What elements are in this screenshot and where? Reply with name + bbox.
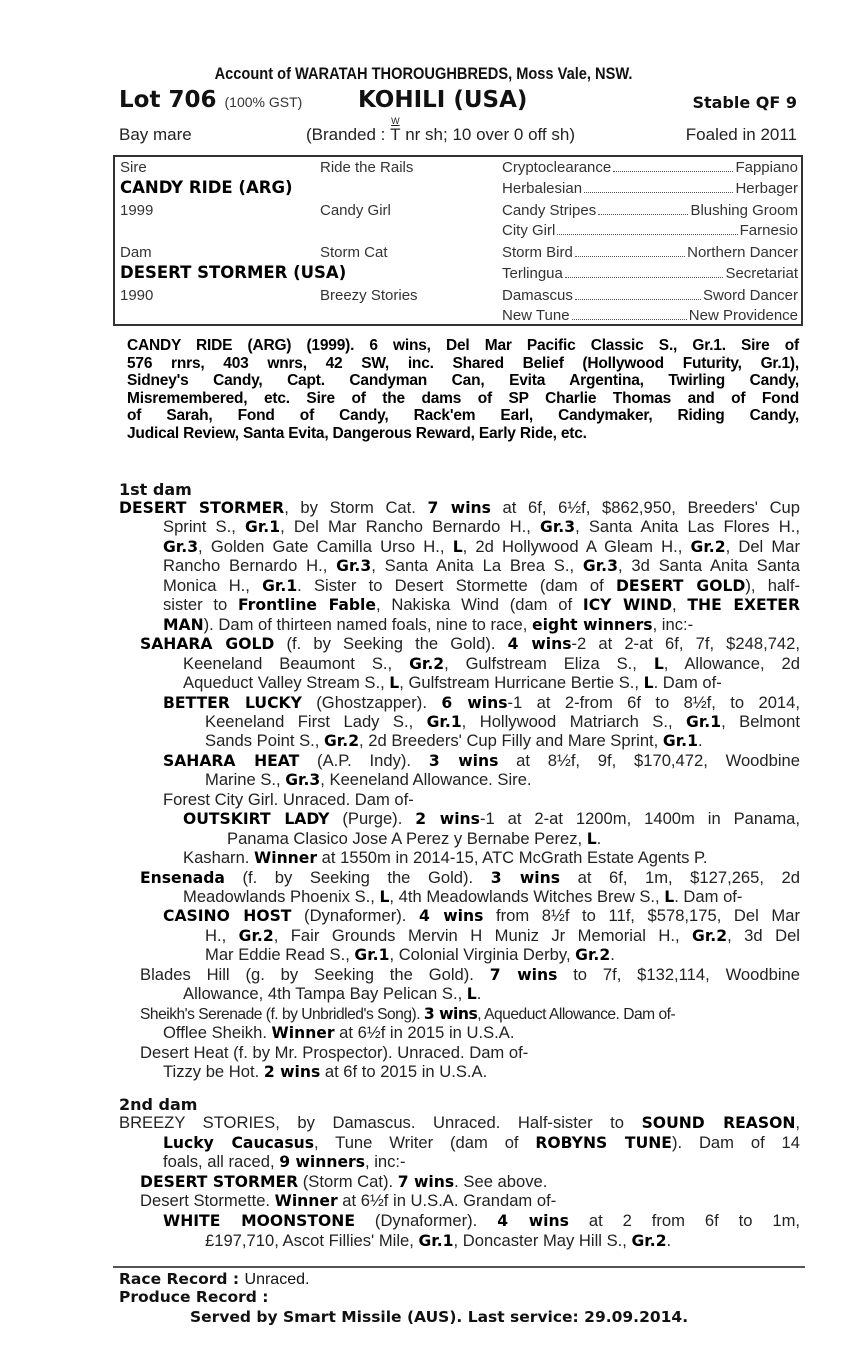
text: Keeneland First Lady S., bbox=[205, 711, 427, 731]
text: , inc:- bbox=[652, 614, 694, 634]
dam-sire: Storm Cat bbox=[320, 244, 388, 261]
bold-text: Gr.2 bbox=[690, 537, 726, 556]
text: H., bbox=[205, 925, 239, 945]
bold-text: L bbox=[586, 829, 597, 848]
text: Offlee Sheikh. bbox=[163, 1023, 272, 1043]
lot-label: Lot 706 bbox=[119, 87, 217, 113]
bold-text: 2 wins bbox=[415, 810, 480, 829]
grandparent-row: Damascus Sword Dancer bbox=[502, 287, 798, 304]
text: at 6f, 1m, $127,265, 2d bbox=[560, 867, 801, 887]
text: Aqueduct Valley Stream S., bbox=[183, 673, 390, 693]
bold-text: Gr.1 bbox=[686, 712, 722, 731]
produce-record-label: Produce Record : bbox=[119, 1288, 269, 1306]
text: (Storm Cat). bbox=[298, 1171, 398, 1191]
pedigree-line bbox=[183, 984, 481, 1004]
sire-label: Sire bbox=[120, 159, 147, 176]
text: , Del Mar Rancho Bernardo H., bbox=[280, 517, 541, 537]
bold-text: THE EXETER bbox=[687, 596, 800, 615]
text: Meadowlands Phoenix S., bbox=[183, 887, 380, 906]
bold-text: 7 wins bbox=[427, 499, 491, 517]
bold-text: 3 wins bbox=[490, 868, 561, 887]
bold-text: Winner bbox=[254, 849, 318, 868]
pedigree-line bbox=[227, 829, 601, 849]
bold-text: Gr.1 bbox=[245, 518, 281, 537]
bold-text: 3 wins bbox=[423, 1004, 478, 1023]
bold-text: DESERT STORMER bbox=[119, 499, 285, 517]
text: (Dynaformer). bbox=[291, 906, 419, 926]
text: Tizzy be Hot. bbox=[163, 1062, 264, 1082]
bold-text: ROBYNS TUNE bbox=[535, 1133, 672, 1152]
text: , bbox=[672, 595, 688, 615]
bold-text: Gr.2 bbox=[631, 1231, 667, 1250]
text: , Golden Gate Camilla Urso H., bbox=[198, 536, 453, 556]
text: to 7f, $132,114, Woodbine bbox=[557, 964, 800, 984]
pedigree-line bbox=[205, 731, 703, 751]
pedigree-line bbox=[163, 1133, 800, 1153]
bold-text: Gr.1 bbox=[662, 732, 698, 751]
text: , Gulfstream Hurricane Bertie S., bbox=[399, 673, 644, 693]
sire-dam: Candy Girl bbox=[320, 202, 391, 219]
bold-text: SOUND REASON bbox=[641, 1114, 796, 1132]
bold-text: eight winners bbox=[532, 615, 653, 634]
foaled-year: Foaled in 2011 bbox=[685, 125, 797, 144]
race-record bbox=[119, 1270, 309, 1289]
bold-text: CASINO HOST bbox=[163, 907, 292, 926]
text: . bbox=[476, 984, 482, 1004]
text: -1 at 2-at 1200m, 1400m in Panama, bbox=[479, 809, 800, 829]
text: , bbox=[795, 1113, 800, 1132]
dam-label: Dam bbox=[120, 244, 152, 261]
bold-text: 2 wins bbox=[263, 1063, 321, 1082]
text: (Ghostzapper). bbox=[301, 692, 442, 712]
bold-text: DESERT STORMER bbox=[140, 1172, 299, 1191]
brand-mark-main: T bbox=[390, 125, 401, 144]
text: Blades Hill (g. by Seeking the Gold). bbox=[140, 964, 490, 984]
bold-text: L bbox=[389, 674, 400, 693]
text: , Aqueduct Allowance. Dam of- bbox=[477, 1005, 676, 1023]
text: , Doncaster May Hill S., bbox=[453, 1230, 632, 1250]
text: . Sister to Desert Stormette (dam of bbox=[297, 575, 616, 595]
pedigree-line bbox=[205, 1231, 671, 1251]
bold-text: Gr.2 bbox=[692, 926, 728, 945]
text: ). Dam of 14 bbox=[671, 1132, 800, 1152]
pedigree-line bbox=[163, 576, 800, 596]
pedigree-line bbox=[183, 887, 742, 907]
grandparent-row: Terlingua Secretariat bbox=[502, 265, 798, 282]
horse-name: KOHILI (USA) bbox=[358, 87, 528, 113]
text: Panama Clasico Jose A Perez y Bernabe Perez, bbox=[227, 828, 587, 848]
text: sister to bbox=[163, 595, 239, 615]
pedigree-line bbox=[163, 790, 414, 810]
sire-year: 1999 bbox=[120, 202, 154, 219]
bold-text: L bbox=[466, 985, 477, 1004]
sire-summary-line: of Sarah, Fond of Candy, Rack'em Earl, Candymaker, Riding Candy, bbox=[127, 407, 799, 425]
text: Rancho Bernardo H., bbox=[163, 556, 337, 576]
bold-text: 4 wins bbox=[507, 635, 572, 654]
text: -2 at 2-at 6f, 7f, $248,742, bbox=[571, 634, 800, 654]
bold-text: 7 wins bbox=[397, 1172, 455, 1191]
text: , by Storm Cat. bbox=[284, 498, 428, 517]
text: Forest City Girl. Unraced. Dam of- bbox=[163, 789, 414, 809]
sire-summary-line: 576 rnrs, 403 wnrs, 42 SW, inc. Shared Belief (Hollywood Futurity, Gr.1), bbox=[127, 354, 799, 372]
text: (Dynaformer). bbox=[355, 1211, 498, 1230]
bold-text: Gr.1 bbox=[262, 576, 298, 595]
text: , 4th Meadowlands Witches Brew S., bbox=[389, 887, 665, 906]
bold-text: 4 wins bbox=[418, 907, 484, 926]
brand-prefix: (Branded : bbox=[306, 125, 391, 144]
text: Monica H., bbox=[163, 575, 263, 595]
bold-text: Frontline Fable bbox=[238, 596, 376, 615]
dam-year: 1990 bbox=[120, 287, 154, 304]
pedigree-line bbox=[163, 1211, 800, 1231]
text: Desert Stormette. bbox=[140, 1191, 275, 1211]
dam-name: DESERT STORMER (USA) bbox=[120, 263, 347, 282]
text: , 2d Breeders' Cup Filly and Mare Sprint, bbox=[359, 731, 663, 751]
pedigree-line bbox=[183, 654, 800, 674]
pedigree-line bbox=[163, 1023, 514, 1043]
pedigree-line bbox=[163, 517, 800, 537]
text: BREEZY STORIES, by Damascus. Unraced. Half-sister to bbox=[119, 1113, 642, 1132]
second-dam-heading: 2nd dam bbox=[119, 1095, 198, 1114]
sire-summary-line: CANDY RIDE (ARG) (1999). 6 wins, Del Mar Pacific Classic S., Gr.1. Sire of bbox=[127, 337, 799, 354]
sire-summary-line: Misremembered, etc. Sire of the dams of SP Charlie Thomas and of Fond bbox=[127, 389, 799, 407]
text: Keeneland Beaumont S., bbox=[183, 653, 410, 673]
text: ), half- bbox=[745, 575, 800, 595]
bold-text: 4 wins bbox=[497, 1212, 569, 1230]
bold-text: 7 wins bbox=[489, 965, 558, 984]
text: , Santa Anita Las Flores H., bbox=[575, 517, 800, 537]
bold-text: Gr.3 bbox=[540, 518, 576, 537]
text: . bbox=[697, 731, 703, 751]
text: £197,710, Ascot Fillies' Mile, bbox=[205, 1230, 419, 1250]
pedigree-line bbox=[205, 712, 800, 732]
stable-number: Stable QF 9 bbox=[692, 93, 797, 112]
text: Sheikh's Serenade (f. by Unbridled's Song). bbox=[140, 1005, 424, 1023]
text: Mar Eddie Read S., bbox=[205, 945, 355, 965]
grandparent-row: Herbalesian Herbager bbox=[502, 180, 798, 197]
bold-text: Ensenada bbox=[140, 868, 225, 887]
pedigree-table bbox=[113, 155, 803, 326]
text: , Santa Anita La Brea S., bbox=[371, 556, 583, 576]
bold-text: ICY WIND bbox=[582, 596, 673, 615]
pedigree-line bbox=[140, 1004, 675, 1025]
grandparent-row: City Girl Farnesio bbox=[502, 222, 798, 239]
first-dam-heading: 1st dam bbox=[119, 480, 192, 499]
text: , Keeneland Allowance. Sire. bbox=[320, 770, 532, 790]
text: at 2 from 6f to 1m, bbox=[568, 1211, 801, 1230]
text: . Dam of- bbox=[674, 887, 743, 906]
text: Sands Point S., bbox=[205, 731, 324, 751]
pedigree-line bbox=[163, 906, 800, 926]
text: , Fair Grounds Mervin H Muniz Jr Memorial H., bbox=[273, 925, 693, 945]
grandparent-row: New Tune New Providence bbox=[502, 307, 798, 324]
text: , Colonial Virginia Derby, bbox=[389, 945, 576, 965]
bold-text: Gr.2 bbox=[324, 732, 360, 751]
bold-text: Gr.1 bbox=[418, 1231, 454, 1250]
bold-text: WHITE MOONSTONE bbox=[163, 1212, 355, 1230]
text: , Hollywood Matriarch S., bbox=[461, 711, 687, 731]
text: , 3d Santa Anita Santa bbox=[617, 556, 800, 576]
text: , Nakiska Wind (dam of bbox=[375, 595, 583, 615]
text: , Gulfstream Eliza S., bbox=[444, 653, 654, 673]
sire-sire: Ride the Rails bbox=[320, 159, 414, 176]
text: at 1550m in 2014-15, ATC McGrath Estate Agents P. bbox=[317, 848, 708, 868]
text: . bbox=[610, 945, 615, 965]
pedigree-line bbox=[140, 634, 800, 654]
text: Desert Heat (f. by Mr. Prospector). Unraced. Dam of- bbox=[140, 1042, 529, 1062]
sire-name: CANDY RIDE (ARG) bbox=[120, 178, 293, 197]
bold-text: 6 wins bbox=[441, 693, 508, 712]
gst-note: (100% GST) bbox=[224, 94, 303, 110]
bold-text: Winner bbox=[271, 1024, 335, 1043]
text: foals, all raced, bbox=[163, 1152, 280, 1172]
bold-text: BETTER LUCKY bbox=[163, 693, 302, 712]
bold-text: Gr.2 bbox=[238, 926, 274, 945]
bold-text: SAHARA GOLD bbox=[140, 635, 275, 654]
pedigree-line bbox=[183, 848, 708, 868]
text: (f. by Seeking the Gold). bbox=[224, 867, 491, 887]
dam-dam: Breezy Stories bbox=[320, 287, 418, 304]
text: . bbox=[596, 828, 602, 848]
bold-text: L bbox=[379, 888, 390, 906]
sex-colour: Bay mare bbox=[119, 125, 192, 144]
text: , Tune Writer (dam of bbox=[314, 1132, 536, 1152]
text: (A.P. Indy). bbox=[299, 750, 429, 770]
bold-text: Gr.3 bbox=[336, 557, 372, 576]
pedigree-line bbox=[163, 615, 693, 635]
text: . bbox=[666, 1230, 672, 1250]
bold-text: Lucky Caucasus bbox=[163, 1133, 314, 1152]
bold-text: SAHARA HEAT bbox=[163, 751, 300, 770]
text: Sprint S., bbox=[163, 517, 246, 537]
text: at 6½f in U.S.A. Grandam of- bbox=[337, 1191, 557, 1211]
text: , 2d Hollywood A Gleam H., bbox=[462, 536, 691, 556]
grandparent-row: Cryptoclearance Fappiano bbox=[502, 159, 798, 176]
text: at 6½f in 2015 in U.S.A. bbox=[334, 1023, 515, 1043]
text: Marine S., bbox=[205, 770, 286, 790]
bold-text: L bbox=[664, 888, 675, 906]
pedigree-line bbox=[163, 1152, 406, 1172]
bold-text: OUTSKIRT LADY bbox=[183, 810, 330, 829]
text: , Allowance, 2d bbox=[663, 653, 800, 673]
brand-mark bbox=[390, 116, 401, 145]
bold-text: Winner bbox=[274, 1192, 338, 1211]
bold-text: DESERT GOLD bbox=[615, 576, 746, 595]
bold-text: Gr.1 bbox=[354, 946, 390, 965]
pedigree-line bbox=[163, 693, 800, 713]
produce-record bbox=[119, 1288, 269, 1307]
text: , inc:- bbox=[365, 1152, 406, 1172]
bold-text: 3 wins bbox=[428, 751, 499, 770]
brand-mark-top: W bbox=[391, 116, 400, 126]
pedigree-line bbox=[163, 751, 800, 771]
lot-number bbox=[119, 87, 302, 113]
pedigree-line bbox=[140, 1172, 547, 1192]
vendor-account: Account of WARATAH THOROUGHBREDS, Moss Vale, NSW. bbox=[214, 64, 633, 83]
text: at 6f to 2015 in U.S.A. bbox=[320, 1062, 488, 1082]
bold-text: Gr.3 bbox=[285, 771, 321, 790]
grandparent-row: Candy Stripes Blushing Groom bbox=[502, 202, 798, 219]
bold-text: L bbox=[452, 537, 463, 556]
text: -1 at 2-from 6f to 8½f, to 2014, bbox=[507, 692, 800, 712]
pedigree-line bbox=[183, 809, 800, 829]
bold-text: 9 winners bbox=[279, 1153, 365, 1172]
text: from 8½f to 11f, $578,175, Del Mar bbox=[483, 906, 800, 926]
brand-description bbox=[306, 116, 575, 145]
divider bbox=[113, 1266, 805, 1268]
pedigree-line bbox=[163, 1062, 487, 1082]
text: (Purge). bbox=[329, 809, 416, 829]
pedigree-line bbox=[119, 1113, 800, 1133]
text: Allowance, 4th Tampa Bay Pelican S., bbox=[183, 984, 467, 1004]
pedigree-line bbox=[140, 1191, 556, 1211]
pedigree-line bbox=[140, 868, 800, 888]
bold-text: Gr.2 bbox=[409, 654, 445, 673]
pedigree-line bbox=[205, 770, 532, 790]
text: , Del Mar bbox=[725, 536, 800, 556]
pedigree-line bbox=[205, 945, 615, 965]
sire-summary-line: Judical Review, Santa Evita, Dangerous Reward, Early Ride, etc. bbox=[127, 425, 587, 442]
race-record-label: Race Record : bbox=[119, 1270, 245, 1288]
brand-suffix: nr sh; 10 over 0 off sh) bbox=[400, 125, 575, 144]
bold-text: Gr.2 bbox=[575, 946, 611, 965]
text: (f. by Seeking the Gold). bbox=[274, 634, 508, 654]
pedigree-line bbox=[205, 926, 800, 946]
bold-text: L bbox=[643, 674, 654, 693]
text: . Dam of- bbox=[653, 673, 722, 693]
text: ). Dam of thirteen named foals, nine to race, bbox=[203, 614, 532, 634]
served-note: Served by Smart Missile (AUS). Last service: 29.09.2014. bbox=[190, 1308, 689, 1326]
pedigree-line bbox=[183, 673, 722, 693]
pedigree-line bbox=[163, 556, 800, 576]
bold-text: Gr.1 bbox=[426, 712, 462, 731]
bold-text: MAN bbox=[163, 615, 204, 634]
bold-text: Gr.3 bbox=[582, 557, 618, 576]
text: , Belmont bbox=[721, 711, 800, 731]
grandparent-row: Storm Bird Northern Dancer bbox=[502, 244, 798, 261]
pedigree-line bbox=[163, 537, 800, 557]
text: at 6f, 6½f, $862,950, Breeders' Cup bbox=[490, 498, 801, 517]
text: , 3d Del bbox=[727, 925, 800, 945]
pedigree-line bbox=[163, 595, 800, 615]
text: . See above. bbox=[454, 1171, 548, 1191]
pedigree-line bbox=[140, 1043, 528, 1063]
sire-summary-line: Sidney's Candy, Capt. Candyman Can, Evita Argentina, Twirling Candy, bbox=[127, 372, 799, 390]
pedigree-line bbox=[119, 498, 800, 518]
text: at 8½f, 9f, $170,472, Woodbine bbox=[498, 750, 801, 770]
pedigree-line bbox=[140, 965, 800, 985]
race-record-value: Unraced. bbox=[244, 1271, 310, 1288]
bold-text: L bbox=[653, 654, 664, 673]
text: Kasharn. bbox=[183, 848, 255, 868]
bold-text: Gr.3 bbox=[163, 537, 199, 556]
